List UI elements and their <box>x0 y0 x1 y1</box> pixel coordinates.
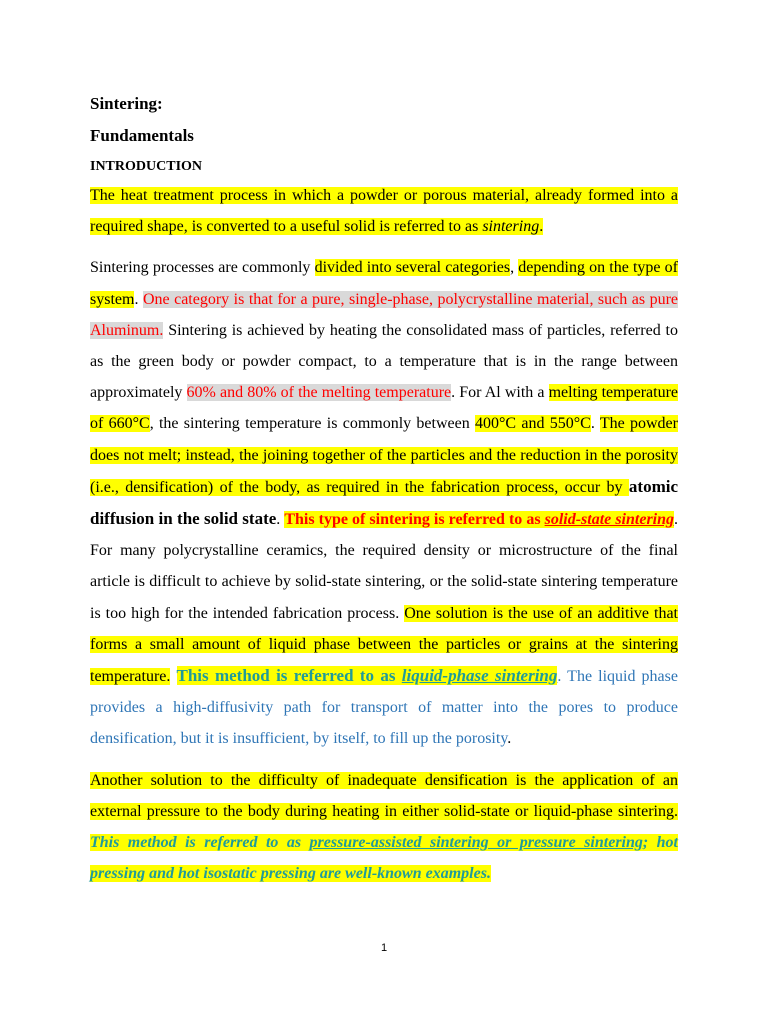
page-number: 1 <box>380 942 388 954</box>
pressure-sintering-definition: This method is referred to as pressure-assisted sintering or pressure sintering; hot pressing and hot isostatic pressing are well-known examples. <box>90 834 678 883</box>
atomic-diffusion-phrase: atomic diffusion in the solid state <box>90 476 678 529</box>
paragraph-pressure: Another solution to the difficulty of inadequate densification is the application of an external pressure to the body during heating in either solid-state or liquid-phase sintering. This method is referred to as pressure-assisted sintering or pressure sintering; hot pressing and hot isostatic pressing are well-known examples. <box>90 771 678 883</box>
section-heading-introduction: INTRODUCTION <box>90 159 203 174</box>
solid-state-definition: This type of sintering is referred to as solid-state sintering <box>284 511 675 529</box>
temp-range-note: 60% and 80% of the melting temperature <box>186 384 452 402</box>
term-liquid-phase-sintering: liquid-phase sintering <box>401 666 558 686</box>
liquid-phase-definition: This method is referred to as liquid-phase sintering <box>176 666 558 686</box>
doc-title-fundamentals: Fundamentals <box>90 126 194 145</box>
category-note: One category is that for a pure, single-phase, polycrystalline material, such as pure Aluminum. <box>90 290 679 339</box>
doc-title-sintering: Sintering: <box>90 94 163 113</box>
term-pressure-sintering: pressure-assisted sintering or pressure sintering <box>309 834 643 852</box>
document-body <box>90 88 678 889</box>
p1-highlight: The heat treatment process in which a powder or porous material, already formed into a required shape, is converted to a useful solid is referred to as sintering. <box>90 187 678 236</box>
paragraph-definition <box>90 180 678 242</box>
term-sintering: sintering <box>482 218 540 236</box>
term-solid-state-sintering: solid-state sintering <box>544 511 675 529</box>
paragraph-categories: Sintering processes are commonly divided into several categories, depending on the type of system. One category is that for a pure, single-phase, polycrystalline material, such as pure Aluminum. Sintering is achieved by heating the consolidated mass of particles, referred to as the green body or powder compact, to a temperature that is in the range between approximately 60% and 80% of the melting temperature. For Al with a melting temperature of 660°C, the sintering temperature is commonly between 400°C and 550°C. The powder does not melt; instead, the joining together of the particles and the reduction in the porosity (i.e., densification) of the body, as required in the fabrication process, occur by atomic diffusion in the solid state. This type of sintering is referred to as solid-state sintering. For many polycrystalline ceramics, the required density or microstructure of the final article is difficult to achieve by solid-state sintering, or the solid-state sintering temperature is too high for the intended fabrication process. One solution is the use of an additive that forms a small amount of liquid phase between the particles or grains at the sintering temperature. This method is referred to as liquid-phase sintering. The liquid phase provides a high-diffusivity path for transport of matter into the pores to produce densification, but it is insufficient, by itself, to fill up the porosity. <box>90 259 679 748</box>
